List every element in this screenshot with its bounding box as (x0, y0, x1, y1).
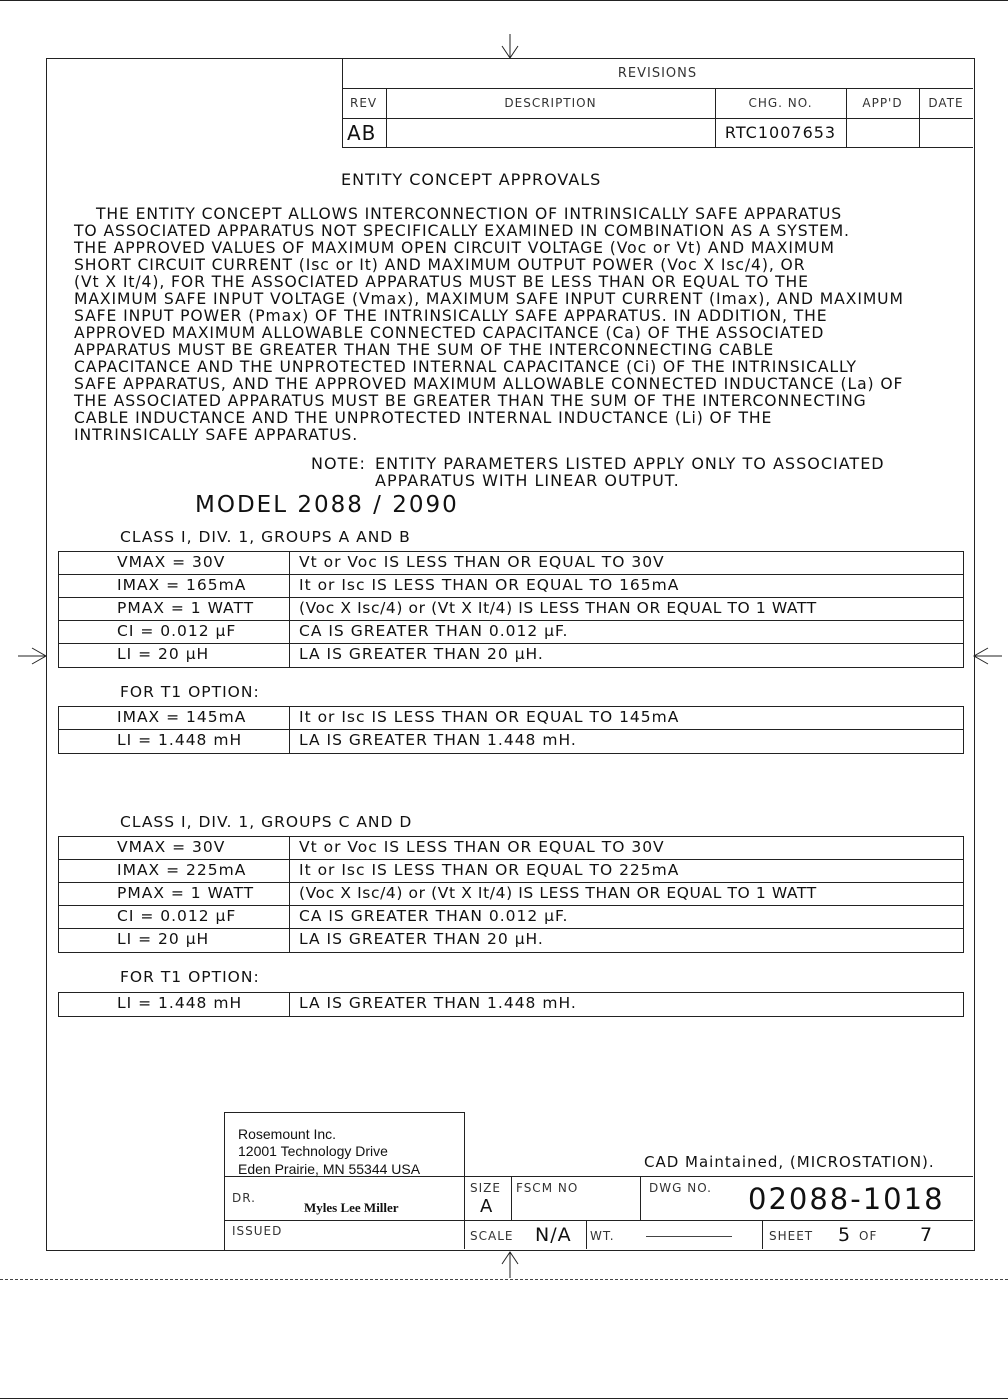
chg-no-value: RTC1007653 (724, 123, 837, 142)
chg-no-header: CHG. NO. (748, 96, 813, 110)
size-label: SIZE (470, 1181, 501, 1195)
param-cell: LI = 20 μH (117, 645, 210, 663)
description-header: DESCRIPTION (504, 96, 597, 110)
section-ab-t1-table (58, 706, 964, 754)
revisions-block (342, 58, 973, 148)
desc-cell: Vt or Voc IS LESS THAN OR EQUAL TO 30V (299, 553, 665, 571)
paragraph-line: (Vt X It/4), FOR THE ASSOCIATED APPARATUS MUST BE LESS THAN OR EQUAL TO THE (74, 273, 809, 291)
param-cell: CI = 0.012 μF (117, 907, 237, 925)
paragraph-line: SAFE INPUT POWER (Pmax) OF THE INTRINSICALLY SAFE APPARATUS. IN ADDITION, THE (74, 307, 828, 325)
paragraph-line: CABLE INDUCTANCE AND THE UNPROTECTED INTERNAL INDUCTANCE (Li) OF THE (74, 409, 773, 427)
center-arrow-bottom-icon (498, 1250, 522, 1278)
page-bottom-edge (0, 1398, 1008, 1399)
paragraph-line: CAPACITANCE AND THE UNPROTECTED INTERNAL CAPACITANCE (Ci) OF THE INTRINSICALLY (74, 358, 857, 376)
param-cell: VMAX = 30V (117, 553, 226, 571)
paragraph-line: APPARATUS MUST BE GREATER THAN THE SUM OF THE INTERCONNECTING CABLE (74, 341, 775, 359)
of-label: OF (859, 1229, 878, 1243)
param-cell: VMAX = 30V (117, 838, 226, 856)
size-value: A (480, 1196, 494, 1217)
table-row (59, 552, 963, 575)
section-cd-table (58, 836, 964, 953)
section-ab-t1-title: FOR T1 OPTION: (120, 683, 260, 701)
table-row (59, 644, 963, 667)
desc-cell: (Voc X Isc/4) or (Vt X It/4) IS LESS THAN OR EQUAL TO 1 WATT (299, 884, 817, 902)
table-row (59, 929, 963, 952)
dwg-no-value: 02088-1018 (748, 1182, 945, 1216)
table-row (59, 837, 963, 860)
sheet-value: 5 (838, 1224, 852, 1246)
desc-cell: It or Isc IS LESS THAN OR EQUAL TO 225mA (299, 861, 680, 879)
page-top-edge (0, 0, 1008, 1)
paragraph-line: THE ASSOCIATED APPARATUS MUST BE GREATER THAN THE SUM OF THE INTERCONNECTING (74, 392, 867, 410)
section-ab-table (58, 551, 964, 668)
desc-cell: CA IS GREATER THAN 0.012 μF. (299, 907, 569, 925)
section-cd-t1-title: FOR T1 OPTION: (120, 968, 260, 986)
note-line-2: APPARATUS WITH LINEAR OUTPUT. (375, 471, 680, 490)
section-cd-t1-table (58, 992, 964, 1017)
desc-cell: LA IS GREATER THAN 1.448 mH. (299, 731, 577, 749)
table-row (59, 993, 963, 1016)
param-cell: LI = 1.448 mH (117, 994, 243, 1012)
paragraph-line: APPROVED MAXIMUM ALLOWABLE CONNECTED CAPACITANCE (Ca) OF THE ASSOCIATED (74, 324, 825, 342)
wt-label: WT. (590, 1229, 615, 1243)
paragraph-line: SAFE APPARATUS, AND THE APPROVED MAXIMUM ALLOWABLE CONNECTED INDUCTANCE (La) OF (74, 375, 904, 393)
desc-cell: Vt or Voc IS LESS THAN OR EQUAL TO 30V (299, 838, 665, 856)
paragraph-line: THE APPROVED VALUES OF MAXIMUM OPEN CIRCUIT VOLTAGE (Voc or Vt) AND MAXIMUM (74, 239, 835, 257)
param-cell: LI = 1.448 mH (117, 731, 243, 749)
company-name: Rosemount Inc. (238, 1126, 337, 1142)
dwg-no-label: DWG NO. (649, 1181, 712, 1195)
desc-cell: LA IS GREATER THAN 20 μH. (299, 645, 544, 663)
param-cell: PMAX = 1 WATT (117, 884, 255, 902)
dr-label: DR. (232, 1191, 256, 1205)
paragraph-line: INTRINSICALLY SAFE APPARATUS. (74, 426, 359, 444)
scale-value: N/A (535, 1224, 572, 1246)
date-header: DATE (928, 96, 964, 110)
desc-cell: (Voc X Isc/4) or (Vt X It/4) IS LESS THAN OR EQUAL TO 1 WATT (299, 599, 817, 617)
section-cd-title: CLASS I, DIV. 1, GROUPS C AND D (120, 813, 413, 831)
company-address-1: 12001 Technology Drive (238, 1143, 388, 1159)
table-row (59, 906, 963, 929)
scale-label: SCALE (470, 1229, 514, 1243)
rev-value: AB (347, 121, 377, 145)
total-sheets-value: 7 (920, 1224, 934, 1246)
paragraph-line: THE ENTITY CONCEPT ALLOWS INTERCONNECTION OF INTRINSICALLY SAFE APPARATUS (96, 205, 843, 223)
table-row (59, 860, 963, 883)
param-cell: IMAX = 145mA (117, 708, 247, 726)
desc-cell: It or Isc IS LESS THAN OR EQUAL TO 145mA (299, 708, 680, 726)
rev-header: REV (350, 96, 378, 110)
desc-cell: CA IS GREATER THAN 0.012 μF. (299, 622, 569, 640)
param-cell: IMAX = 225mA (117, 861, 247, 879)
approvals-paragraph (74, 205, 969, 445)
paragraph-line: TO ASSOCIATED APPARATUS NOT SPECIFICALLY EXAMINED IN COMBINATION AS A SYSTEM. (74, 222, 850, 240)
param-cell: IMAX = 165mA (117, 576, 247, 594)
table-row (59, 575, 963, 598)
sheet-label: SHEET (769, 1229, 814, 1243)
note-label: NOTE: (311, 454, 366, 473)
table-row (59, 598, 963, 621)
fscm-label: FSCM NO (516, 1181, 579, 1195)
center-arrow-left-icon (18, 646, 48, 666)
table-row (59, 707, 963, 730)
model-title: MODEL 2088 / 2090 (195, 492, 459, 518)
note-line-1: ENTITY PARAMETERS LISTED APPLY ONLY TO ASSOCIATED (375, 454, 885, 473)
appd-header: APP'D (862, 96, 903, 110)
paragraph-line: SHORT CIRCUIT CURRENT (Isc or It) AND MAXIMUM OUTPUT POWER (Voc X Isc/4), OR (74, 256, 806, 274)
approvals-heading: ENTITY CONCEPT APPROVALS (341, 170, 602, 189)
section-ab-title: CLASS I, DIV. 1, GROUPS A AND B (120, 528, 411, 546)
issued-label: ISSUED (232, 1224, 283, 1238)
desc-cell: LA IS GREATER THAN 20 μH. (299, 930, 544, 948)
center-arrow-right-icon (972, 646, 1002, 666)
table-row (59, 730, 963, 753)
center-arrow-top-icon (498, 34, 522, 60)
param-cell: LI = 20 μH (117, 930, 210, 948)
paragraph-line: MAXIMUM SAFE INPUT VOLTAGE (Vmax), MAXIMUM SAFE INPUT CURRENT (Imax), AND MAXIMUM (74, 290, 904, 308)
cut-line (0, 1279, 1008, 1280)
company-address-2: Eden Prairie, MN 55344 USA (238, 1161, 421, 1177)
param-cell: CI = 0.012 μF (117, 622, 237, 640)
drawn-by: Myles Lee Miller (304, 1200, 399, 1215)
title-block (224, 1112, 973, 1249)
revisions-title: REVISIONS (617, 66, 698, 81)
table-row (59, 621, 963, 644)
table-row (59, 883, 963, 906)
param-cell: PMAX = 1 WATT (117, 599, 255, 617)
desc-cell: LA IS GREATER THAN 1.448 mH. (299, 994, 577, 1012)
cad-note: CAD Maintained, (MICROSTATION). (644, 1153, 935, 1171)
desc-cell: It or Isc IS LESS THAN OR EQUAL TO 165mA (299, 576, 680, 594)
